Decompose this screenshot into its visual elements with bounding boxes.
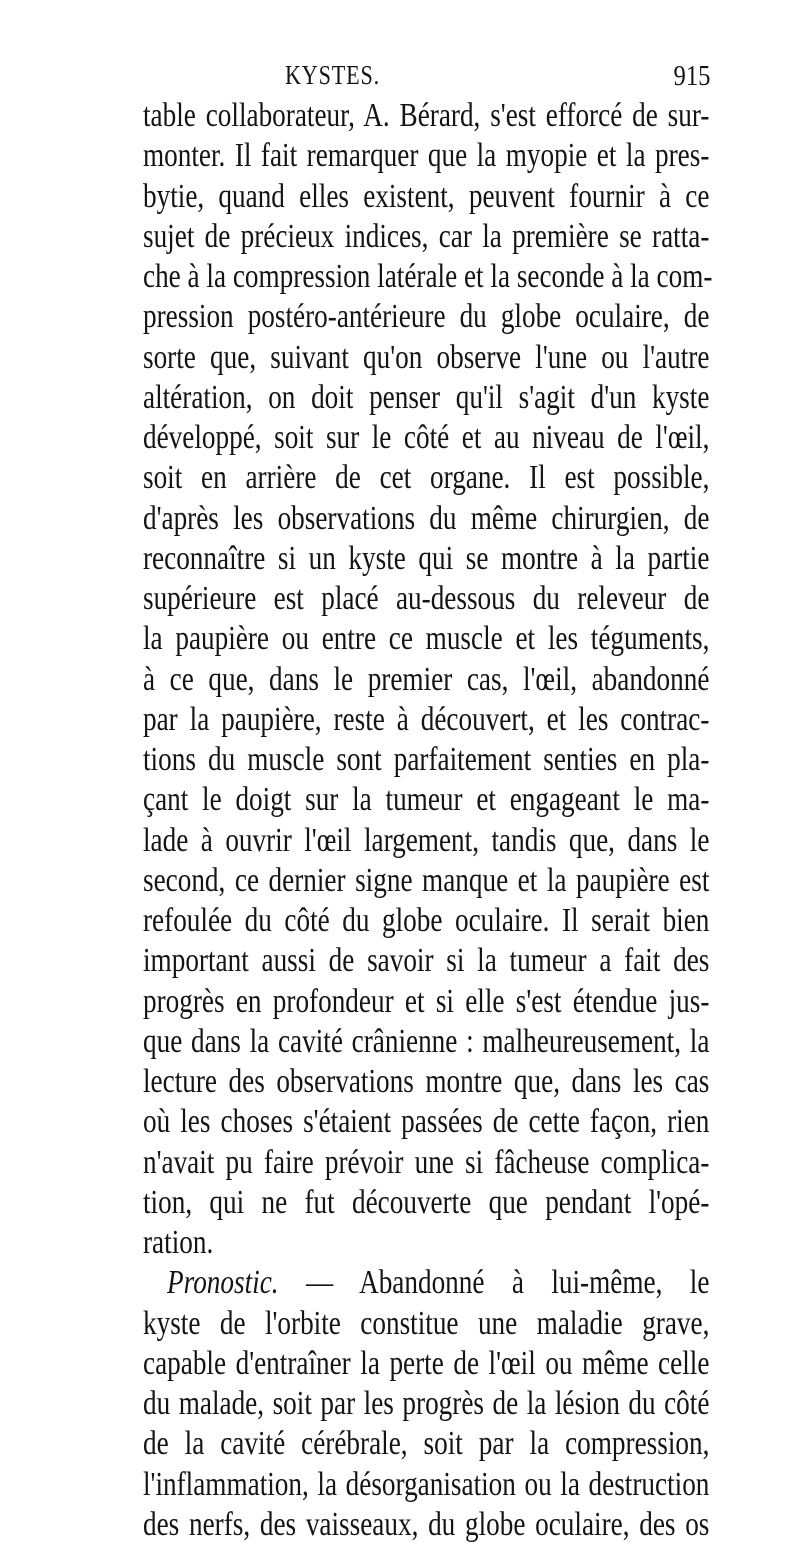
running-head-title: KYSTES.	[285, 60, 380, 90]
text-line: second, ce dernier signe manque et la paupière est	[143, 861, 710, 899]
text-line: table collaborateur, A. Bérard, s'est efforcé de sur-	[143, 97, 710, 134]
text-line: lade à ouvrir l'œil largement, tandis que, dans le	[143, 821, 710, 859]
text-line: monter. Il fait remarquer que la myopie et la pres-	[143, 137, 710, 175]
paragraph-diagnosis	[143, 96, 713, 1263]
text-line: tion, qui ne fut découverte que pendant l'opé-	[143, 1183, 710, 1221]
text-line: refoulée du côté du globe oculaire. Il serait bien	[143, 902, 710, 939]
text-line: tions du muscle sont parfaitement senties en pla-	[143, 741, 710, 778]
text-line: soit en arrière de cet organe. Il est possible,	[143, 459, 710, 497]
text-line: du malade, soit par les progrès de la lésion du côté	[143, 1385, 710, 1422]
running-head	[140, 60, 710, 98]
text-line: reconnaître si un kyste qui se montre à la partie	[143, 539, 710, 577]
text-line: bytie, quand elles existent, peuvent fournir à ce	[143, 177, 710, 215]
text-line: capable d'entraîner la perte de l'œil ou même celle	[143, 1344, 710, 1382]
text-line: l'inflammation, la désorganisation ou la destruction	[143, 1465, 710, 1503]
text-line: ration.	[143, 1224, 214, 1261]
text-line: çant le doigt sur la tumeur et engageant le ma-	[143, 781, 710, 819]
page-number: 915	[673, 60, 710, 92]
text-line: de la cavité cérébrale, soit par la compression,	[143, 1425, 710, 1463]
text-line: d'après les observations du même chirurgien, de	[143, 499, 710, 537]
text-line: sujet de précieux indices, car la première se ratta-	[143, 217, 710, 255]
body-text	[143, 96, 713, 1545]
text-line-rest: — Abandonné à lui-même, le	[278, 1264, 710, 1302]
section-heading-pronostic: Pronostic.	[167, 1264, 279, 1302]
text-line: progrès en profondeur et si elle s'est étendue jus-	[143, 982, 710, 1020]
text-line: altération, on doit penser qu'il s'agit d'un kyste	[143, 378, 710, 416]
text-line: sorte que, suivant qu'on observe l'une ou l'autre	[143, 338, 710, 376]
text-line: à ce que, dans le premier cas, l'œil, abandonné	[143, 660, 710, 698]
text-line: pression postéro-antérieure du globe oculaire, de	[143, 298, 710, 336]
text-line	[143, 1263, 709, 1303]
text-line: la paupière ou entre ce muscle et les téguments,	[143, 620, 710, 658]
text-line: kyste de l'orbite constitue une maladie grave,	[143, 1304, 710, 1342]
text-line: important aussi de savoir si la tumeur a fait des	[143, 942, 710, 980]
text-line: où les choses s'étaient passées de cette façon, rien	[143, 1103, 710, 1141]
text-line: que dans la cavité crânienne : malheureusement, la	[143, 1022, 710, 1060]
text-line: n'avait pu faire prévoir une si fâcheuse complica-	[143, 1143, 710, 1181]
text-line: lecture des observations montre que, dans les cas	[143, 1063, 710, 1100]
text-line: développé, soit sur le côté et au niveau de l'œil,	[143, 419, 710, 456]
text-line: che à la compression latérale et la seconde à la com-	[143, 258, 713, 295]
paragraph-prognosis	[143, 1263, 710, 1545]
text-line: des nerfs, des vaisseaux, du globe oculaire, des os	[143, 1505, 710, 1543]
text-line: supérieure est placé au-dessous du releveur de	[143, 580, 710, 617]
text-line: par la paupière, reste à découvert, et les contrac-	[143, 700, 710, 738]
